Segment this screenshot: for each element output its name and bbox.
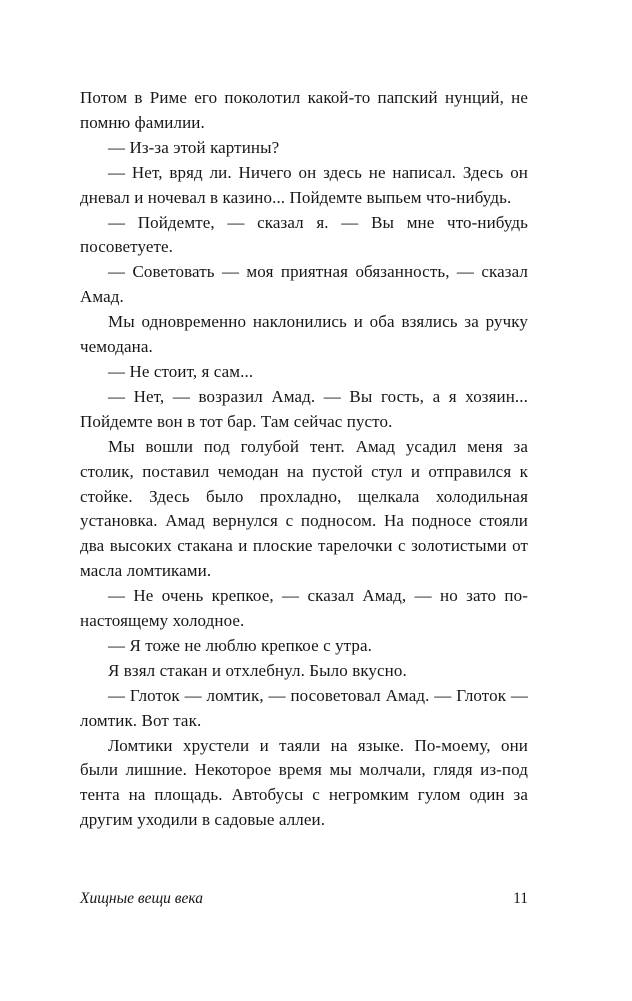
paragraph: — Нет, — возразил Амад. — Вы гость, а я хозяин... Пойдемте вон в тот бар. Там сейчас пусто. xyxy=(80,386,528,431)
page-text xyxy=(80,86,528,833)
paragraph: — Не очень крепкое, — сказал Амад, — но зато по-настоящему холодное. xyxy=(80,586,528,631)
paragraph: — Я тоже не люблю крепкое с утра. xyxy=(108,635,373,655)
paragraph: — Нет, вряд ли. Ничего он здесь не написал. Здесь он дневал и ночевал в казино... Пойдемте выпьем что-нибудь. xyxy=(80,162,528,207)
paragraph: Ломтики хрустели и таяли на языке. По-моему, они были лишние. Некоторое время мы молчали, глядя из-под тента на площадь. Автобусы с негромким гулом один за другим уходили в садовые аллеи. xyxy=(80,735,528,830)
paragraph: — Из-за этой картины? xyxy=(108,137,280,157)
running-title: Хищные вещи века xyxy=(80,890,204,907)
paragraph: — Пойдемте, — сказал я. — Вы мне что-нибудь посоветуете. xyxy=(80,212,528,257)
paragraph: — Советовать — моя приятная обязанность, — сказал Амад. xyxy=(80,262,528,307)
paragraph: Потом в Риме его поколотил какой-то папский нунций, не помню фамилии. xyxy=(80,88,528,132)
page-number: 11 xyxy=(513,890,528,907)
paragraph: Мы одновременно наклонились и оба взялись за ручку чемодана. xyxy=(80,312,528,357)
paragraph: Я взял стакан и отхлебнул. Было вкусно. xyxy=(108,660,407,680)
paragraph: — Глоток — ломтик, — посоветовал Амад. — Глоток — ломтик. Вот так. xyxy=(80,685,528,730)
paragraph: Мы вошли под голубой тент. Амад усадил меня за столик, поставил чемодан на пустой стул и отправился к стойке. Здесь было прохладно, щелкала холодильная установка. Амад вернулся с подносом. На подносе стояли два высоких стакана и плоские тарелочки с золотистыми от масла ломтиками. xyxy=(80,436,528,581)
page-footer xyxy=(80,889,528,909)
paragraph: — Не стоит, я сам... xyxy=(108,361,254,381)
